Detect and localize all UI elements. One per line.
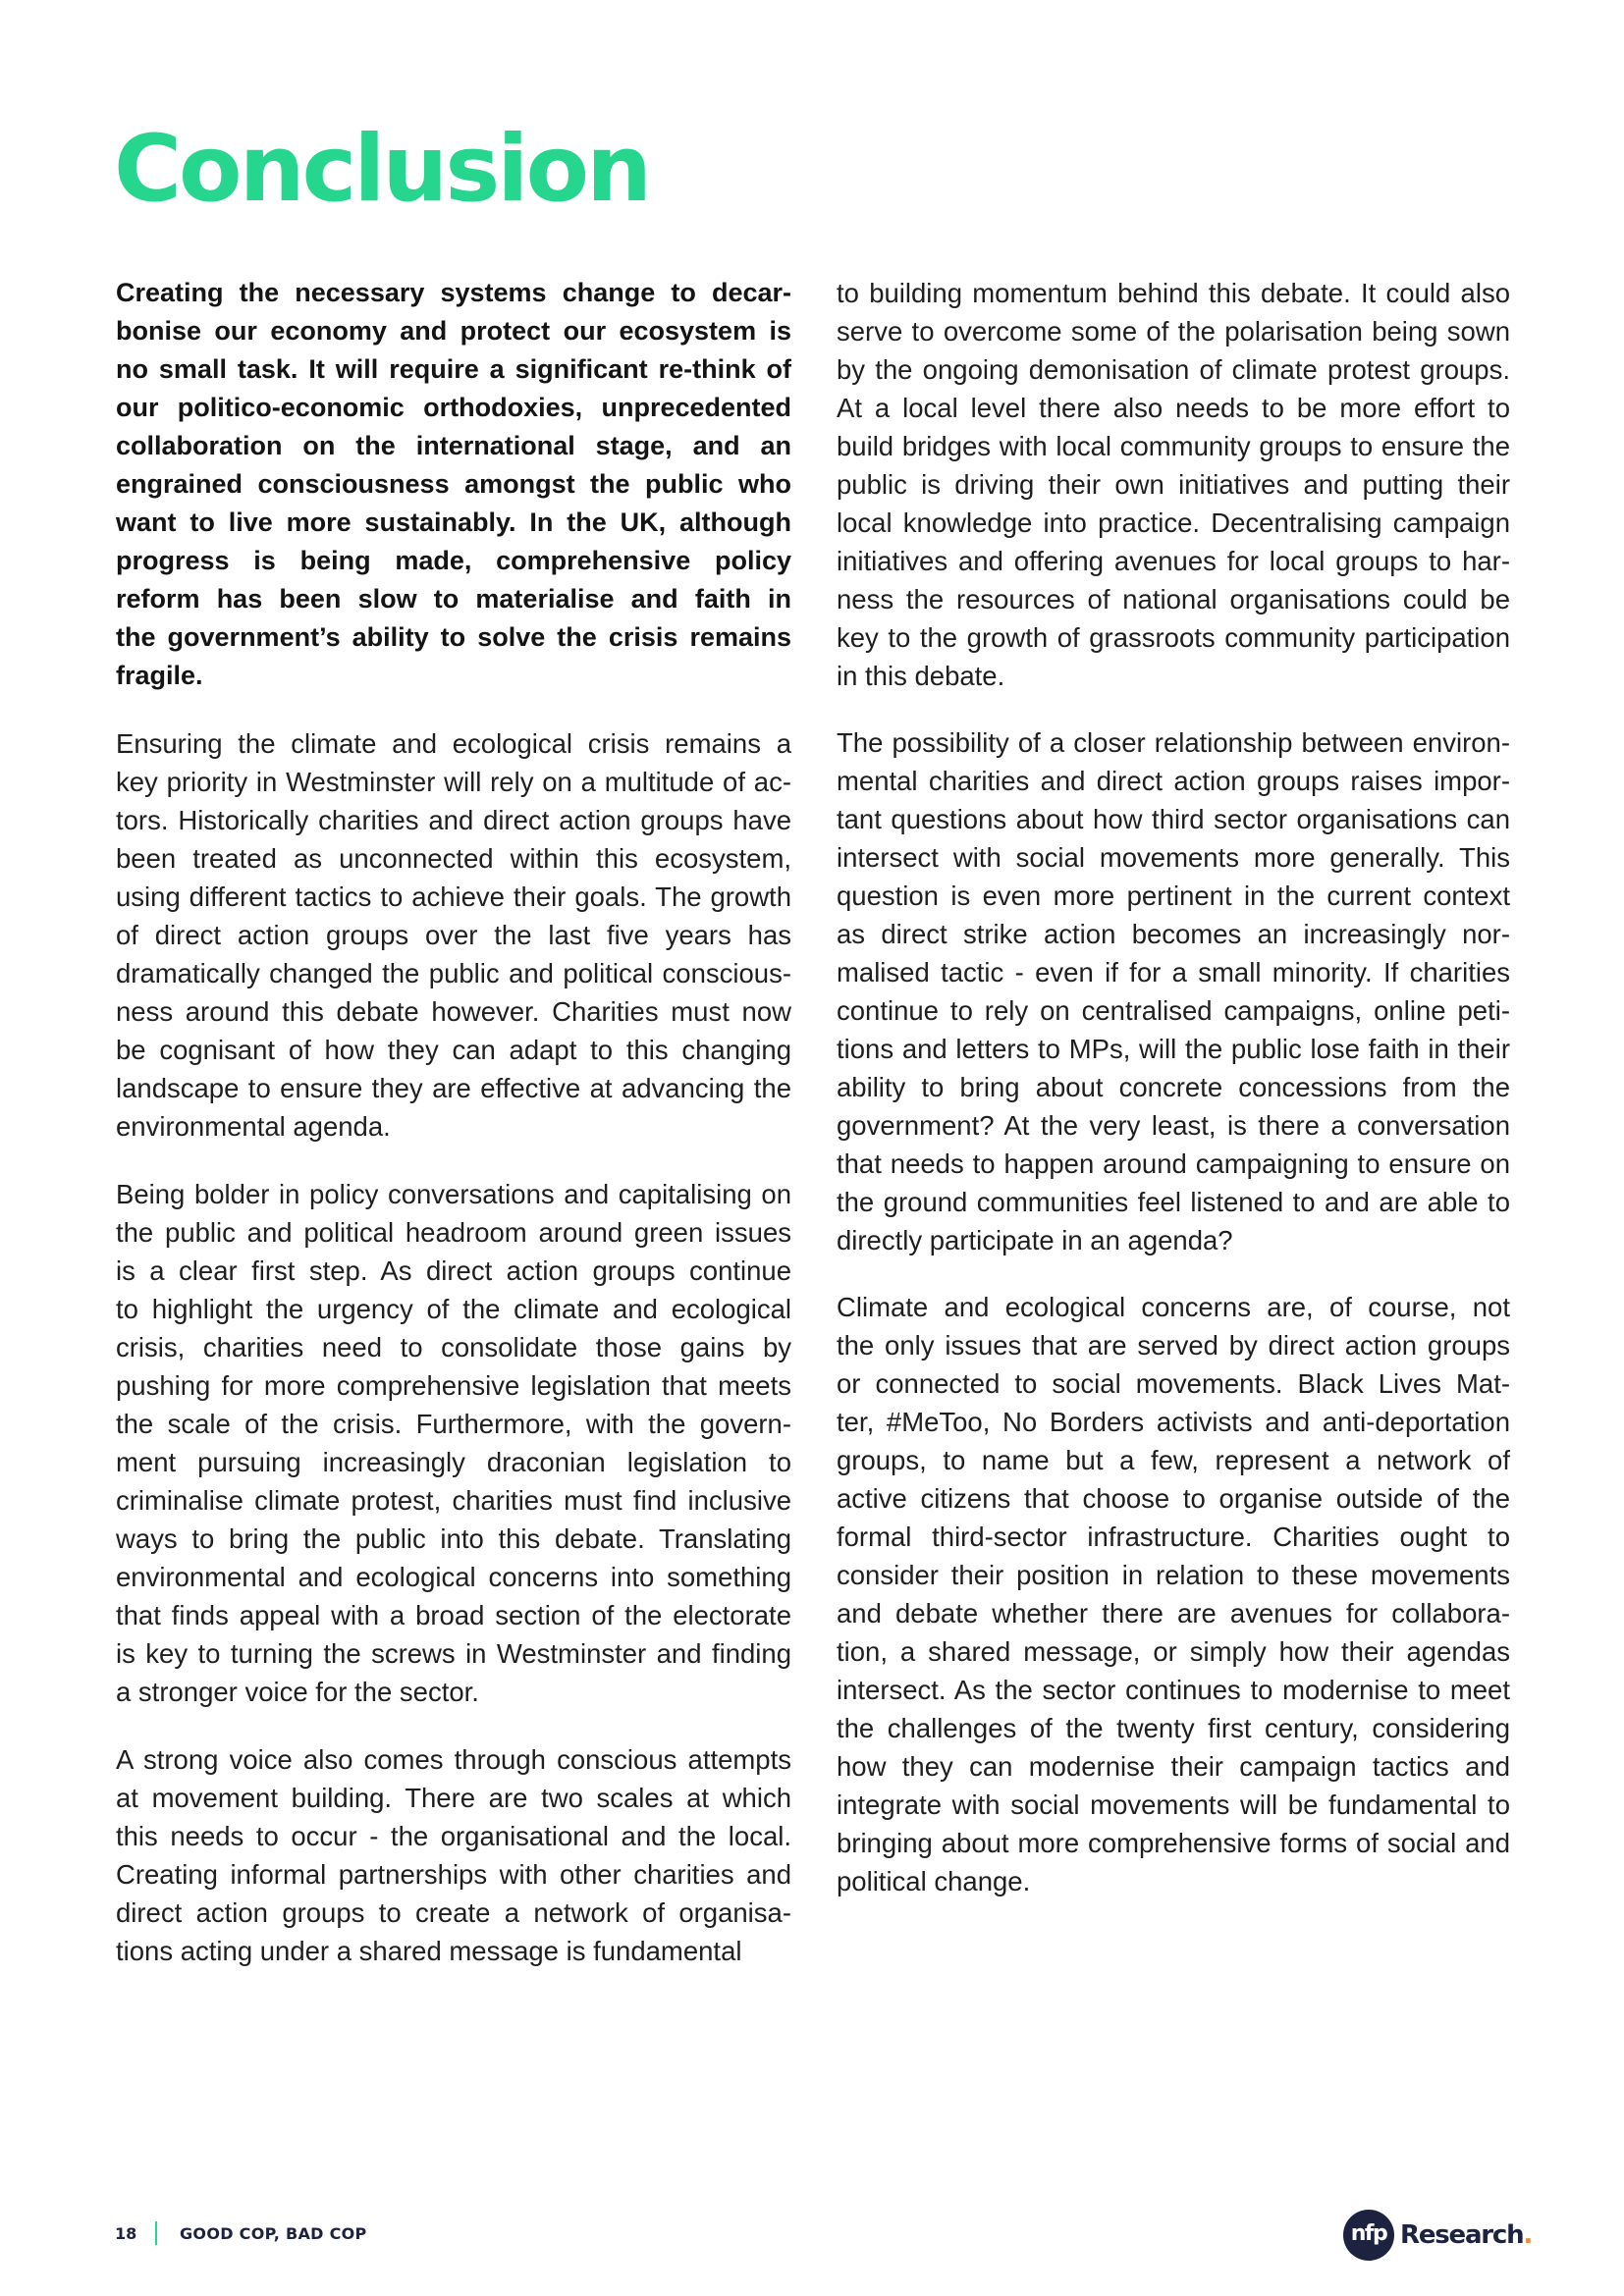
text-line: the ground communities feel listened to and are able to [837,1187,1510,1217]
text-line: crisis, charities need to consolidate those gains by [116,1332,791,1362]
paragraph [837,723,1510,1259]
text-line: landscape to ensure they are effective at advancing the [116,1073,791,1103]
text-line: bonise our economy and protect our ecosystem is [116,316,791,346]
text-line: serve to overcome some of the polarisation being sown [837,316,1510,347]
text-line: tions acting under a shared message is fundamental [116,1936,742,1966]
text-line: pushing for more comprehensive legislation that meets [116,1370,791,1401]
paragraph [116,274,791,695]
text-line: progress is being made, comprehensive policy [116,546,791,575]
text-line: key to the growth of grassroots community participation [837,622,1510,653]
text-line: been treated as unconnected within this ecosystem, [116,843,791,874]
text-line: consider their position in relation to these movements [837,1560,1510,1590]
text-line: the challenges of the twenty first century, considering [837,1713,1510,1743]
text-line: groups, to name but a few, represent a network of [837,1445,1510,1475]
text-line: the public and political headroom around green issues [116,1217,791,1248]
publication-title: GOOD COP, BAD COP [180,2224,367,2243]
text-line: government? At the very least, is there a conversation [837,1110,1510,1141]
text-line: want to live more sustainably. In the UK, although [116,507,791,537]
text-line: tant questions about how third sector organisations can [837,804,1510,834]
text-line: mental charities and direct action groups raises impor- [837,766,1510,796]
nfp-research-logo [1343,2210,1533,2261]
footer-divider [155,2221,157,2245]
text-line: At a local level there also needs to be more effort to [837,393,1510,423]
logo-text: Research [1400,2220,1524,2250]
text-line: the government’s ability to solve the crisis remains [116,622,791,652]
text-line: our politico-economic orthodoxies, unprecedented [116,393,791,422]
text-line: ness the resources of national organisations could be [837,584,1510,614]
text-line: criminalise climate protest, charities must find inclusive [116,1485,791,1516]
text-line: by the ongoing demonisation of climate protest groups. [837,354,1510,385]
paragraph [837,1288,1510,1900]
text-line: is a clear first step. As direct action groups continue [116,1255,791,1286]
text-line: at movement building. There are two scales at which [116,1783,791,1813]
text-line: the only issues that are served by direct action groups [837,1330,1510,1361]
text-line: as direct strike action becomes an increasingly nor- [837,919,1510,949]
page-number: 18 [115,2224,137,2243]
text-line: formal third-sector infrastructure. Charities ought to [837,1522,1510,1552]
text-line: Creating informal partnerships with other charities and [116,1859,791,1890]
logo-wordmark [1400,2218,1532,2252]
text-line: A strong voice also comes through conscious attempts [116,1744,791,1775]
text-line: that needs to happen around campaigning to ensure on [837,1148,1510,1179]
text-line: in this debate. [837,661,1005,691]
text-line: ways to bring the public into this debate. Translating [116,1523,791,1554]
text-line: to building momentum behind this debate. It could also [837,278,1510,308]
text-line: a stronger voice for the sector. [116,1677,479,1707]
text-line: dramatically changed the public and political conscious- [116,958,791,988]
text-line: Creating the necessary systems change to decar- [116,278,791,307]
text-line: tors. Historically charities and direct action groups have [116,805,791,835]
paragraph [116,724,791,1146]
text-line: build bridges with local community groups to ensure the [837,431,1510,461]
text-line: the scale of the crisis. Furthermore, with the govern- [116,1409,791,1439]
text-line: using different tactics to achieve their goals. The growth [116,881,791,912]
text-line: is key to turning the screws in Westminster and finding [116,1638,791,1669]
text-line: tion, a shared message, or simply how their agendas [837,1636,1510,1667]
text-line: engrained consciousness amongst the public who [116,469,791,499]
text-line: intersect with social movements more generally. This [837,842,1510,873]
text-line: how they can modernise their campaign tactics and [837,1751,1510,1782]
text-line: to highlight the urgency of the climate and ecological [116,1294,791,1324]
text-line: continue to rely on centralised campaigns, online peti- [837,995,1510,1026]
text-line: question is even more pertinent in the current context [837,881,1510,911]
text-line: environmental and ecological concerns into something [116,1562,791,1592]
paragraph [116,1740,791,1970]
text-line: no small task. It will require a significant re-think of [116,354,791,384]
paragraph [116,1175,791,1711]
text-line: reform has been slow to materialise and faith in [116,584,791,614]
text-line: be cognisant of how they can adapt to this changing [116,1035,791,1065]
text-line: or connected to social movements. Black Lives Mat- [837,1368,1510,1399]
logo-dot: . [1523,2220,1533,2250]
nfp-logo-icon: nfp [1343,2210,1394,2261]
text-line: fragile. [116,661,203,690]
text-line: Ensuring the climate and ecological crisis remains a [116,728,791,759]
text-line: and debate whether there are avenues for collabora- [837,1598,1510,1629]
text-line: The possibility of a closer relationship between environ- [837,727,1510,758]
text-line: integrate with social movements will be fundamental to [837,1789,1510,1820]
text-line: local knowledge into practice. Decentralising campaign [837,507,1510,538]
text-line: bringing about more comprehensive forms of social and [837,1828,1510,1858]
paragraph [837,274,1510,695]
text-line: directly participate in an agenda? [837,1225,1233,1255]
text-line: intersect. As the sector continues to modernise to meet [837,1675,1510,1705]
text-line: active citizens that choose to organise outside of the [837,1483,1510,1514]
text-line: malised tactic - even if for a small minority. If charities [837,957,1510,988]
text-line: tions and letters to MPs, will the public lose faith in their [837,1034,1510,1064]
text-line: of direct action groups over the last five years has [116,920,791,950]
text-line: Climate and ecological concerns are, of course, not [837,1292,1510,1322]
text-line: initiatives and offering avenues for local groups to har- [837,546,1510,576]
text-line: ability to bring about concrete concessions from the [837,1072,1510,1102]
text-line: political change. [837,1866,1031,1896]
text-line: ter, #MeToo, No Borders activists and anti-deportation [837,1407,1510,1437]
text-line: this needs to occur - the organisational and the local. [116,1821,791,1851]
text-line: ment pursuing increasingly draconian legislation to [116,1447,791,1477]
text-line: that finds appeal with a broad section of the electorate [116,1600,791,1630]
text-line: direct action groups to create a network of organisa- [116,1897,791,1928]
text-line: ness around this debate however. Charities must now [116,996,791,1027]
text-line: Being bolder in policy conversations and capitalising on [116,1179,791,1209]
text-line: collaboration on the international stage, and an [116,431,791,460]
page-title: Conclusion [114,116,650,223]
text-line: environmental agenda. [116,1111,391,1142]
text-line: public is driving their own initiatives and putting their [837,469,1510,500]
text-line: key priority in Westminster will rely on a multitude of ac- [116,767,791,797]
